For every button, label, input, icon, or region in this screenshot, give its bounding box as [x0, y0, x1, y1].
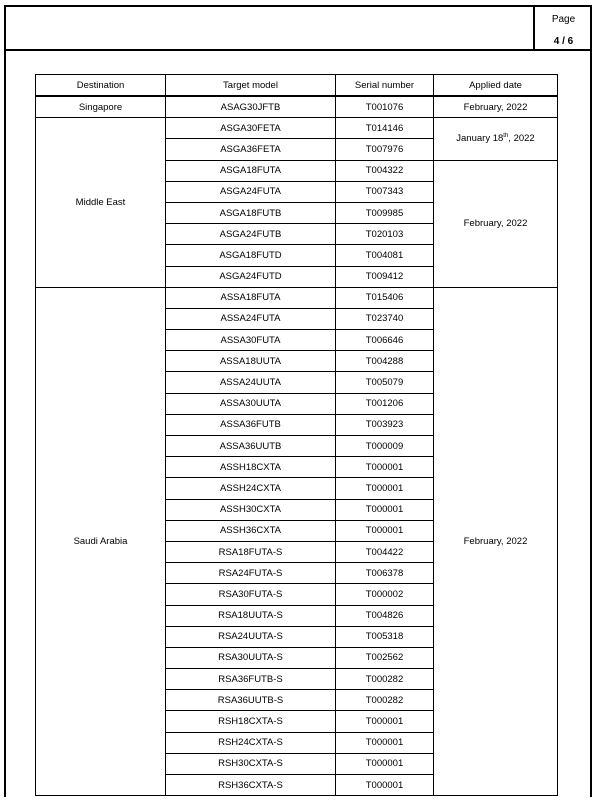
target-model-cell: ASSA30FUTA — [166, 330, 336, 351]
target-model-cell: ASSH18CXTA — [166, 457, 336, 478]
serial-number-cell: T000001 — [336, 520, 434, 541]
serial-number-cell: T004288 — [336, 351, 434, 372]
target-model-cell: RSA18UUTA-S — [166, 605, 336, 626]
serial-number-cell: T000001 — [336, 775, 434, 796]
table-body — [36, 96, 558, 796]
serial-number-cell: T009412 — [336, 266, 434, 287]
target-model-cell: ASSA30UUTA — [166, 393, 336, 414]
serial-number-cell: T001206 — [336, 393, 434, 414]
target-model-cell: RSA36UUTB-S — [166, 690, 336, 711]
target-model-cell: RSA24FUTA-S — [166, 563, 336, 584]
column-header-target-model: Target model — [166, 75, 336, 97]
target-model-cell: ASGA24FUTD — [166, 266, 336, 287]
target-model-cell: RSH36CXTA-S — [166, 775, 336, 796]
target-model-cell: ASGA18FUTB — [166, 202, 336, 223]
serial-number-cell: T000002 — [336, 584, 434, 605]
serial-number-cell: T000009 — [336, 436, 434, 457]
column-header-serial-number: Serial number — [336, 75, 434, 97]
serial-number-cell: T000001 — [336, 753, 434, 774]
target-model-cell: RSH30CXTA-S — [166, 753, 336, 774]
target-model-cell: ASSA24UUTA — [166, 372, 336, 393]
target-model-cell: ASGA18FUTD — [166, 245, 336, 266]
target-model-cell: RSA24UUTA-S — [166, 626, 336, 647]
applied-date-cell — [434, 118, 558, 160]
target-model-cell: ASSH36CXTA — [166, 520, 336, 541]
target-model-cell: RSA36FUTB-S — [166, 669, 336, 690]
registration-table — [35, 74, 558, 796]
table-header-row — [36, 75, 558, 97]
serial-number-cell: T006378 — [336, 563, 434, 584]
table-row — [36, 96, 558, 118]
target-model-cell: RSH18CXTA-S — [166, 711, 336, 732]
serial-number-cell: T000282 — [336, 690, 434, 711]
column-header-destination: Destination — [36, 75, 166, 97]
serial-number-cell: T000282 — [336, 669, 434, 690]
applied-date-text: January 18 — [456, 133, 504, 145]
serial-number-cell: T004826 — [336, 605, 434, 626]
target-model-cell: RSA18FUTA-S — [166, 541, 336, 562]
target-model-cell: ASGA24FUTB — [166, 224, 336, 245]
target-model-cell: ASSH24CXTA — [166, 478, 336, 499]
target-model-cell: ASSA24FUTA — [166, 308, 336, 329]
target-model-cell: RSA30FUTA-S — [166, 584, 336, 605]
destination-cell: Singapore — [36, 96, 166, 118]
serial-number-cell: T023740 — [336, 308, 434, 329]
target-model-cell: ASGA36FETA — [166, 139, 336, 160]
target-model-cell: ASSA36FUTB — [166, 414, 336, 435]
target-model-cell: ASGA24FUTA — [166, 181, 336, 202]
serial-number-cell: T004322 — [336, 160, 434, 181]
column-header-applied-date: Applied date — [434, 75, 558, 97]
page-indicator — [533, 5, 592, 51]
serial-number-cell: T014146 — [336, 118, 434, 139]
serial-number-cell: T001076 — [336, 96, 434, 118]
serial-number-cell: T005079 — [336, 372, 434, 393]
serial-number-cell: T000001 — [336, 711, 434, 732]
target-model-cell: ASSA18UUTA — [166, 351, 336, 372]
serial-number-cell: T000001 — [336, 457, 434, 478]
serial-number-cell: T009985 — [336, 202, 434, 223]
table-row — [36, 287, 558, 308]
serial-number-cell: T015406 — [336, 287, 434, 308]
serial-number-cell: T004081 — [336, 245, 434, 266]
serial-number-cell: T000001 — [336, 499, 434, 520]
applied-date-cell: February, 2022 — [434, 160, 558, 287]
serial-number-cell: T003923 — [336, 414, 434, 435]
header-divider — [4, 49, 592, 51]
serial-number-cell: T000001 — [336, 478, 434, 499]
applied-date-year: , 2022 — [508, 133, 535, 145]
applied-date-ordinal: th — [503, 133, 509, 140]
target-model-cell: ASGA30FETA — [166, 118, 336, 139]
target-model-cell: RSA30UUTA-S — [166, 647, 336, 668]
target-model-cell: ASSA36UUTB — [166, 436, 336, 457]
table-row — [36, 118, 558, 139]
applied-date-cell: February, 2022 — [434, 96, 558, 118]
serial-number-cell: T007976 — [336, 139, 434, 160]
serial-number-cell: T007343 — [336, 181, 434, 202]
page-label: Page — [551, 14, 576, 25]
target-model-cell: ASAG30JFTB — [166, 96, 336, 118]
destination-cell: Saudi Arabia — [36, 287, 166, 796]
page-number: 4 / 6 — [553, 36, 574, 47]
target-model-cell: ASSH30CXTA — [166, 499, 336, 520]
applied-date-cell: February, 2022 — [434, 287, 558, 796]
serial-number-cell: T005318 — [336, 626, 434, 647]
target-model-cell: ASGA18FUTA — [166, 160, 336, 181]
serial-number-cell: T002562 — [336, 647, 434, 668]
serial-number-cell: T006646 — [336, 330, 434, 351]
target-model-cell: RSH24CXTA-S — [166, 732, 336, 753]
target-model-cell: ASSA18FUTA — [166, 287, 336, 308]
destination-cell: Middle East — [36, 118, 166, 288]
serial-number-cell: T020103 — [336, 224, 434, 245]
serial-number-cell: T004422 — [336, 541, 434, 562]
serial-number-cell: T000001 — [336, 732, 434, 753]
